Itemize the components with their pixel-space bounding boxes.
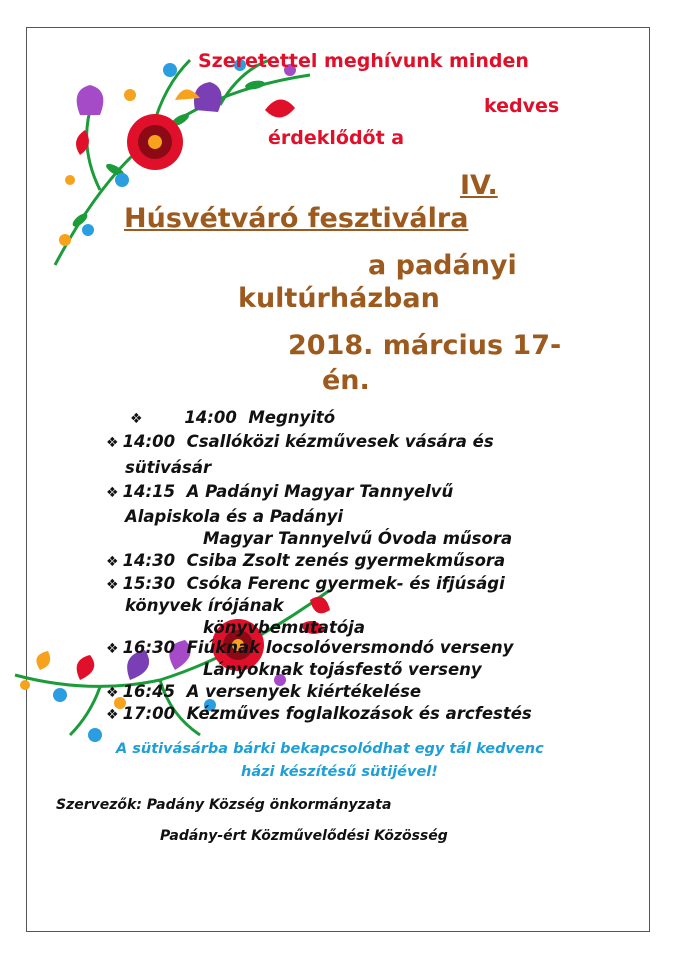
organizers-line-2: Padány-ért Közművelődési Közösség — [160, 828, 448, 844]
date-line-2: én. — [322, 365, 370, 396]
venue-line-1: a padányi — [368, 250, 517, 281]
bullet-icon: ❖ — [106, 485, 119, 501]
program-item: ❖ 14:15 A Padányi Magyar Tannyelvű — [106, 482, 454, 501]
program-item-cont: könyvbemutatója — [203, 618, 365, 637]
invitation-line-1: Szeretettel meghívunk minden — [198, 50, 529, 72]
bullet-icon: ❖ — [106, 685, 119, 701]
program-item: ❖ 17:00 Kézműves foglalkozások és arcfestés — [106, 704, 532, 723]
program-item-cont: Lányoknak tojásfestő verseny — [203, 660, 482, 679]
program-item-cont: könyvek írójának — [125, 596, 284, 615]
bullet-icon: ❖ — [106, 554, 119, 570]
program-item-cont: sütivásár — [125, 458, 212, 477]
organizers-line-1: Szervezők: Padány Község önkormányzata — [56, 797, 392, 813]
program-item: ❖ 16:45 A versenyek kiértékelése — [106, 682, 422, 701]
program-item-cont: Alapiskola és a Padányi — [125, 507, 344, 526]
bullet-icon: ❖ — [106, 435, 119, 451]
note-line-2: házi készítésű sütijével! — [241, 764, 438, 780]
festival-edition: IV. — [460, 170, 498, 201]
program-item: ❖ 14:00 Megnyitó — [130, 408, 336, 427]
invitation-line-3: érdeklődőt a — [268, 127, 405, 149]
bullet-icon: ❖ — [106, 577, 119, 593]
program-item-cont: Magyar Tannyelvű Óvoda műsora — [203, 529, 513, 548]
program-item: ❖ 16:30 Fiúknak locsolóversmondó verseny — [106, 638, 514, 657]
date-line-1: 2018. március 17- — [288, 330, 562, 361]
program-item: ❖ 14:00 Csallóközi kézművesek vására és — [106, 432, 494, 451]
bullet-icon: ❖ — [130, 411, 143, 427]
program-item: ❖ 14:30 Csiba Zsolt zenés gyermekműsora — [106, 551, 506, 570]
invitation-line-2: kedves — [484, 95, 560, 117]
note-line-1: A sütivásárba bárki bekapcsolódhat egy tál kedvenc — [116, 741, 544, 757]
bullet-icon: ❖ — [106, 641, 119, 657]
bullet-icon: ❖ — [106, 707, 119, 723]
program-item: ❖ 15:30 Csóka Ferenc gyermek- és ifjúsági — [106, 574, 505, 593]
venue-line-2: kultúrházban — [238, 283, 440, 314]
festival-name: Húsvétváró fesztiválra — [124, 203, 469, 234]
